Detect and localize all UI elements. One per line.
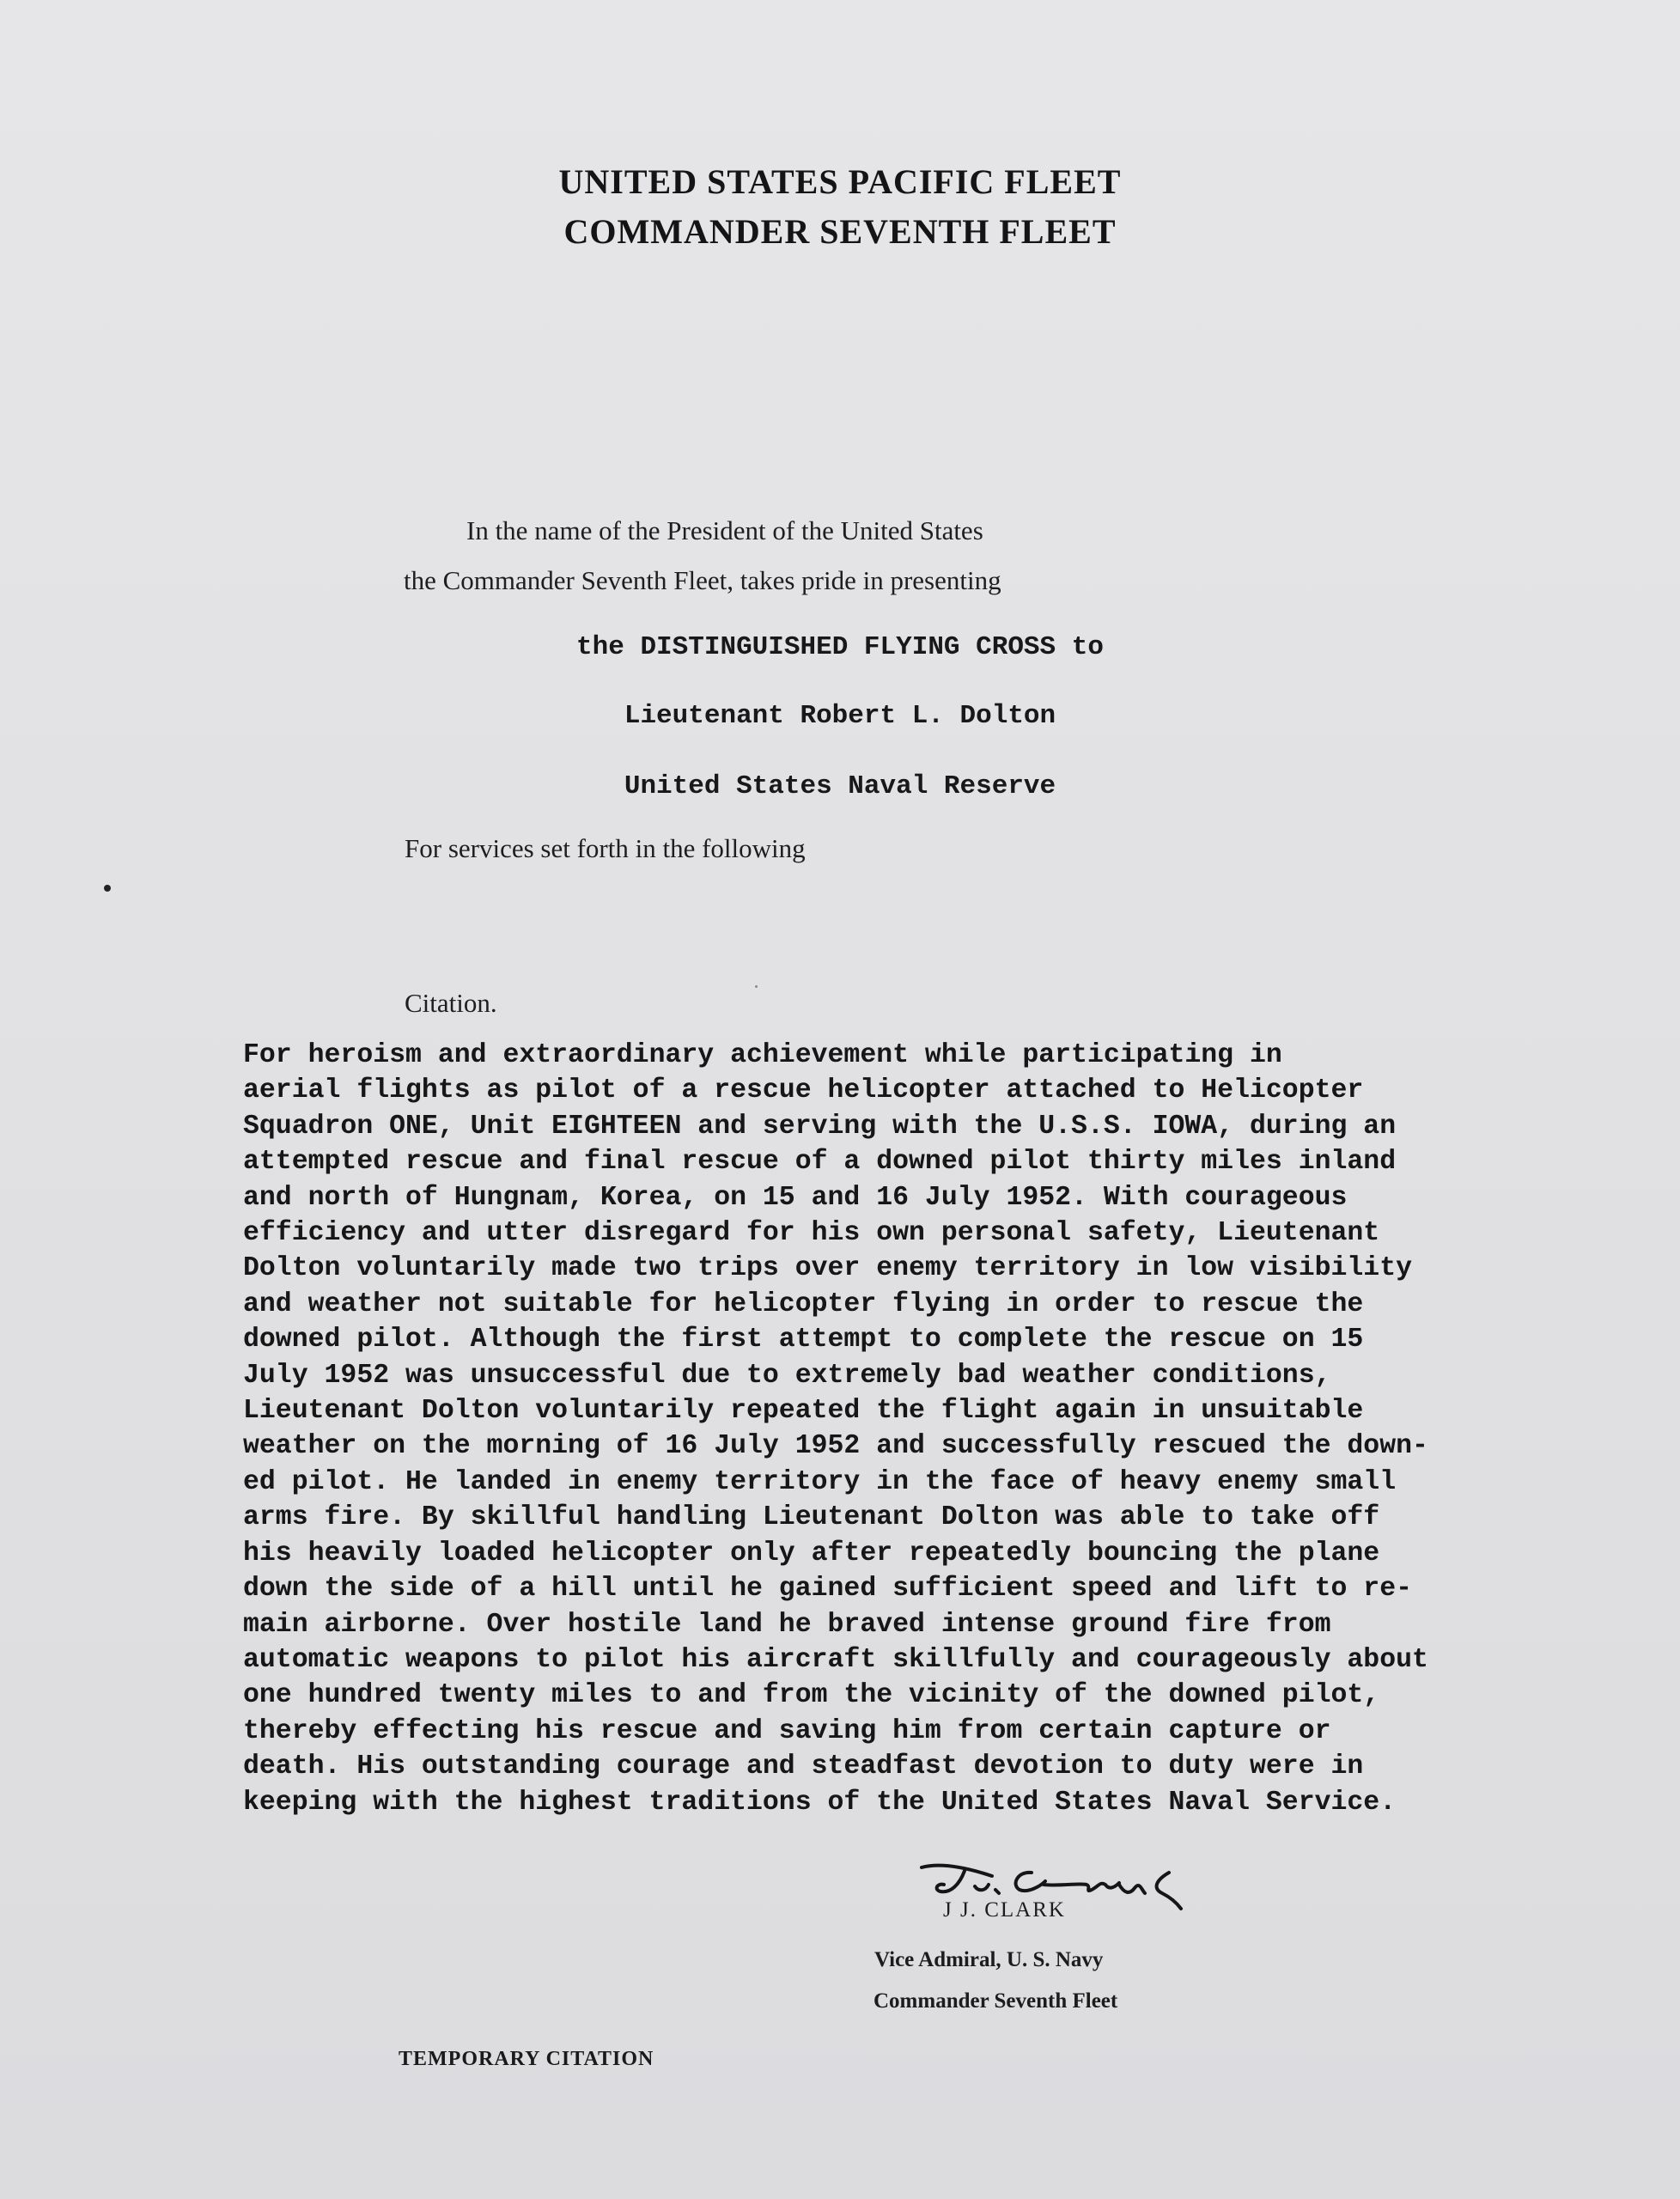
citation-line: down the side of a hill until he gained sufficient speed and lift to re-	[243, 1574, 1413, 1605]
intro-line-2: the Commander Seventh Fleet, takes pride in presenting	[404, 565, 1001, 595]
header-line-1: UNITED STATES PACIFIC FLEET	[558, 162, 1122, 201]
citation-line: Dolton voluntarily made two trips over enemy territory in low visibility	[243, 1253, 1413, 1284]
citation-body	[243, 1038, 1531, 1820]
citation-line: efficiency and utter disregard for his own personal safety, Lieutenant	[243, 1218, 1380, 1249]
citation-line: attempted rescue and final rescue of a downed pilot thirty miles inland	[243, 1147, 1397, 1178]
citation-line: weather on the morning of 16 July 1952 and successfully rescued the down-	[243, 1431, 1428, 1462]
citation-line: thereby effecting his rescue and saving him from certain capture or	[243, 1715, 1331, 1746]
temporary-citation-label: TEMPORARY CITATION	[399, 2048, 654, 2070]
citation-line: aerial flights as pilot of a rescue helicopter attached to Helicopter	[243, 1075, 1364, 1106]
signer-title: Commander Seventh Fleet	[873, 1989, 1118, 2013]
citation-line: one hundred twenty miles to and from the vicinity of the downed pilot,	[243, 1680, 1380, 1711]
citation-line: his heavily loaded helicopter only after repeatedly bouncing the plane	[243, 1538, 1380, 1569]
stray-mark	[104, 885, 111, 892]
header-line-2: COMMANDER SEVENTH FLEET	[563, 212, 1117, 251]
signer-rank: Vice Admiral, U. S. Navy	[874, 1948, 1104, 1971]
stray-speck	[755, 985, 758, 988]
citation-line: ed pilot. He landed in enemy territory in the face of heavy enemy small	[243, 1466, 1397, 1497]
citation-line: main airborne. Over hostile land he braved intense ground fire from	[243, 1609, 1331, 1640]
citation-line: Squadron ONE, Unit EIGHTEEN and serving with the U.S.S. IOWA, during an	[243, 1111, 1397, 1142]
service-line: United States Naval Reserve	[624, 771, 1056, 801]
citation-line: and north of Hungnam, Korea, on 15 and 16 July 1952. With courageous	[243, 1182, 1348, 1213]
intro-line-1: In the name of the President of the United States	[466, 515, 983, 545]
citation-line: downed pilot. Although the first attempt to complete the rescue on 15	[243, 1325, 1364, 1355]
citation-line: arms fire. By skillful handling Lieutenant Dolton was able to take off	[243, 1502, 1380, 1533]
citation-line: death. His outstanding courage and steadfast devotion to duty were in	[243, 1751, 1364, 1782]
citation-line: Lieutenant Dolton voluntarily repeated the flight again in unsuitable	[243, 1396, 1364, 1427]
citation-line: automatic weapons to pilot his aircraft skillfully and courageously about	[243, 1644, 1428, 1675]
services-line: For services set forth in the following	[405, 833, 806, 863]
signer-name: J J. CLARK	[943, 1898, 1066, 1922]
citation-line: and weather not suitable for helicopter flying in order to rescue the	[243, 1288, 1364, 1319]
citation-line: keeping with the highest traditions of the United States Naval Service.	[243, 1787, 1397, 1818]
citation-line: For heroism and extraordinary achievement while participating in	[243, 1040, 1282, 1070]
award-line: the DISTINGUISHED FLYING CROSS to	[576, 632, 1104, 662]
citation-line: July 1952 was unsuccessful due to extremely bad weather conditions,	[243, 1360, 1331, 1391]
citation-label: Citation.	[405, 988, 497, 1018]
recipient-line: Lieutenant Robert L. Dolton	[624, 701, 1056, 731]
